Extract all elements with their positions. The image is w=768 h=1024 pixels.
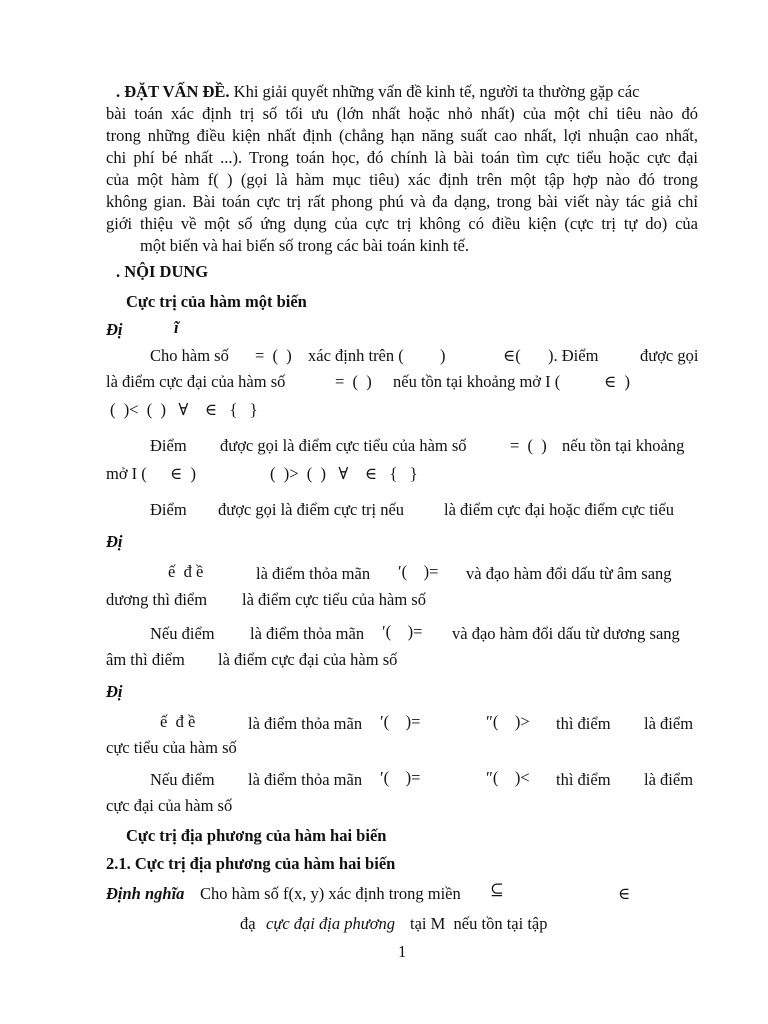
def-text: là điểm cực đại hoặc điểm cực tiểu bbox=[444, 500, 674, 519]
math-expression: ″( )> bbox=[486, 712, 530, 731]
math-symbol: ⊆ bbox=[490, 880, 504, 899]
math-expression: ∈( bbox=[503, 346, 521, 365]
theorem-text: là điểm thỏa mãn bbox=[250, 624, 365, 643]
theorem-text: ế đ ề bbox=[168, 562, 204, 581]
theorem-text: và đạo hàm đổi dấu từ dương sang bbox=[452, 624, 680, 643]
definition-label: Đị bbox=[106, 320, 123, 339]
theorem-text: là điểm thỏa mãn bbox=[256, 564, 371, 583]
theorem-text: thì điểm bbox=[556, 770, 611, 789]
theorem-text: âm thì điểm bbox=[106, 650, 185, 669]
theorem-text: là điểm thỏa mãn bbox=[248, 714, 363, 733]
paragraph-line: một biến và hai biến số trong các bài toán kinh tế. bbox=[140, 236, 469, 255]
math-expression: = ( ) bbox=[255, 346, 292, 365]
subsection-heading: 2.1. Cực trị địa phương của hàm hai biến bbox=[106, 854, 396, 873]
def-text: nếu tồn tại khoảng mở I ( bbox=[393, 372, 561, 391]
page-number: 1 bbox=[398, 942, 407, 961]
math-expression: ′( )= bbox=[380, 712, 421, 731]
theorem-text: là điểm cực đại của hàm số bbox=[218, 650, 398, 669]
section-heading-noi-dung: . NỘI DUNG bbox=[116, 262, 209, 281]
math-expression: ( )< ( ) ∀ ∈ { } bbox=[110, 400, 258, 419]
subsection-heading: Cực trị của hàm một biến bbox=[126, 292, 307, 311]
math-expression: = ( ) bbox=[510, 436, 547, 455]
theorem-text: thì điểm bbox=[556, 714, 611, 733]
theorem-text: và đạo hàm đổi dấu từ âm sang bbox=[466, 564, 672, 583]
math-expression: ″( )< bbox=[486, 768, 530, 787]
def-text: tại M nếu tồn tại tập bbox=[410, 914, 548, 933]
theorem-text: dương thì điểm bbox=[106, 590, 208, 609]
theorem-text: ế đ ề bbox=[160, 712, 196, 731]
def-text: mở I ( bbox=[106, 464, 147, 483]
def-text: Cho hàm số f(x, y) xác định trong miền bbox=[200, 884, 461, 903]
def-text: Điểm bbox=[150, 436, 187, 455]
def-text: được gọi bbox=[640, 346, 699, 365]
math-symbol: ∈ bbox=[618, 884, 631, 903]
theorem-label: Đị bbox=[106, 682, 123, 701]
def-text: được gọi là điểm cực tiểu của hàm số bbox=[220, 436, 467, 455]
def-text: được gọi là điểm cực trị nếu bbox=[218, 500, 405, 519]
math-expression: ∈ ) bbox=[604, 372, 630, 391]
theorem-text: cực đại của hàm số bbox=[106, 796, 233, 815]
theorem-text: là điểm bbox=[644, 770, 694, 789]
theorem-label: Đị bbox=[106, 532, 123, 551]
paragraph-text: Khi giải quyết những vấn đề kinh tế, người ta thường gặp các bbox=[229, 82, 640, 101]
math-expression: ∈ ) bbox=[170, 464, 196, 483]
def-text: là điểm cực đại của hàm số bbox=[106, 372, 286, 391]
def-text: ). Điểm bbox=[548, 346, 599, 365]
theorem-text: là điểm thỏa mãn bbox=[248, 770, 363, 789]
section-intro-line-1 bbox=[116, 82, 640, 102]
def-text: xác định trên ( bbox=[308, 346, 404, 365]
definition-label-part: ĩ bbox=[174, 318, 179, 337]
math-expression: = ( ) bbox=[335, 372, 372, 391]
paragraph-line: của một hàm f( ) (gọi là hàm mục tiêu) xác định trên một tập hợp nào đó trong bbox=[106, 170, 698, 189]
theorem-text: Nếu điểm bbox=[150, 770, 215, 789]
math-expression: ′( )= bbox=[380, 768, 421, 787]
theorem-text: Nếu điểm bbox=[150, 624, 215, 643]
math-expression: ′( )= bbox=[382, 622, 423, 641]
def-text: Cho hàm số bbox=[150, 346, 229, 365]
paragraph-line: không gian. Bài toán cực trị rất phong phú và đa dạng, trong bài viết này tác giả chỉ bbox=[106, 192, 698, 211]
section-heading-dat-van-de: . ĐẶT VẤN ĐỀ. bbox=[116, 82, 230, 101]
paragraph-line: chi phí bé nhất ...). Trong toán học, đó chính là bài toán tìm cực tiểu hoặc cực đại bbox=[106, 148, 698, 167]
math-expression: ′( )= bbox=[398, 562, 439, 581]
def-text: đạ bbox=[240, 914, 256, 933]
paragraph-line: bài toán xác định trị số tối ưu (lớn nhất hoặc nhỏ nhất) của một chỉ tiêu nào đó bbox=[106, 104, 698, 123]
section-heading: Cực trị địa phương của hàm hai biến bbox=[126, 826, 387, 845]
math-expression: ( )> ( ) ∀ ∈ { } bbox=[270, 464, 418, 483]
paragraph-line: trong những điều kiện nhất định (chẳng hạn năng suất cao nhất, lợi nhuận cao nhất, bbox=[106, 126, 698, 145]
theorem-text: là điểm cực tiểu của hàm số bbox=[242, 590, 426, 609]
math-symbol: ) bbox=[440, 346, 446, 365]
def-text: Điểm bbox=[150, 500, 187, 519]
theorem-text: là điểm bbox=[644, 714, 694, 733]
def-italic-term: cực đại địa phương bbox=[266, 914, 395, 933]
def-text: nếu tồn tại khoảng bbox=[562, 436, 685, 455]
theorem-text: cực tiểu của hàm số bbox=[106, 738, 237, 757]
paragraph-line: giới thiệu về một số ứng dụng của cực trị không có điều kiện (cực trị tự do) của bbox=[106, 214, 698, 233]
definition-label: Định nghĩa bbox=[106, 884, 185, 903]
